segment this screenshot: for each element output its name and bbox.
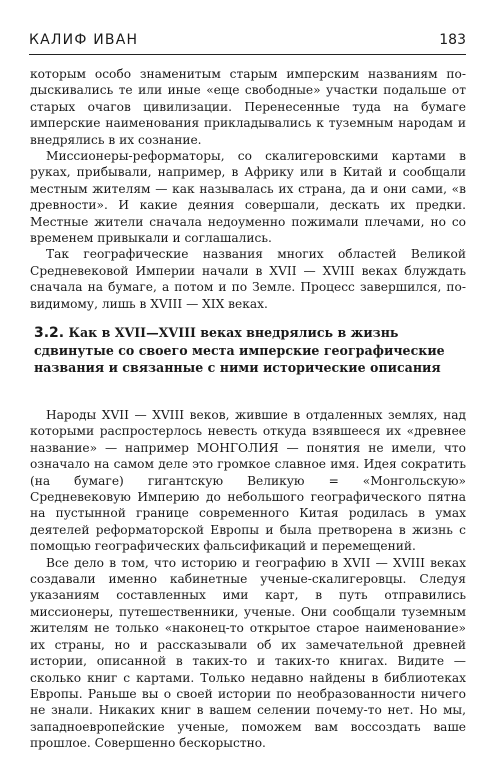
paragraph: Народы XVII — XVIII веков, жившие в отдаленных землях, над которыми распростерлось невесть откуда взявшееся их «древнее название» — например МОНГОЛИЯ — понятия не имели, что означало на самом деле это громкое славное имя. Идея сократить (на бумаге) гигантскую Великую = «Монгольскую» Средневековую Империю до небольшого географического пятна на пустынной границе современного Китая родилась в умах деятелей реформаторской Европы и была претворена в жизнь с помощью географических фальсификаций и перемещений. <box>30 408 466 554</box>
page-number: 183 <box>439 32 466 48</box>
running-title: КАЛИФ ИВАН <box>29 32 139 48</box>
bottom-text-block <box>30 407 466 752</box>
paragraph: которым особо знаменитым старым имперским названиям по-дыскивались те или иные «еще свободные» участки подальше от старых очагов цивилизации. Перенесенные туда на бумаге имперские наименования прикладывались к туземным народам и внедрялись в их сознание. <box>30 67 466 147</box>
section-number: 3.2. <box>34 325 65 341</box>
paragraph: Так географические названия многих областей Великой Средневековой Империи начали в XVII — XVIII веках блуждать сначала на бумаге, а потом и по Земле. Процесс завершился, по-видимому, лишь в XVIII — XIX веках. <box>30 247 466 311</box>
paragraph: Все дело в том, что историю и географию в XVII — XVIII веках создавали именно кабинетные ученые-скалигеровцы. Следуя указаниям составленных ими карт, в путь отправились миссионеры, путешественники, ученые. Они сообщали туземным жителям не только «наконец-то открытое старое наименование» их страны, но и рассказывали об их замечательной древней истории, описанной в таких-то и таких-то книгах. Видите — сколько книг с картами. Только недавно найдены в библиотеках Европы. Раньше вы о своей истории по необразованности ничего не знали. Никаких книг в вашем селении почему-то нет. Но мы, западноевропейские ученые, поможем вам воссоздать ваше прошлое. Совершенно бескорыстно. <box>30 555 466 751</box>
top-text-block <box>30 66 466 312</box>
running-head <box>29 28 466 55</box>
paragraph: Миссионеры-реформаторы, со скалигеровскими картами в руках, прибывали, например, в Африку или в Китай и сообщали местным жителям — как называлась их страна, да и они сами, «в древности». И какие деяния совершали, дескать их предки. Местные жители сначала недоуменно пожимали плечами, но со временем привыкали и соглашались. <box>30 149 466 246</box>
section-heading <box>34 324 454 376</box>
section-title: Как в XVII—XVIII веках внедрялись в жизнь сдвинутые со своего места имперские географические названия и связанные с ними исторические описания <box>34 325 445 375</box>
